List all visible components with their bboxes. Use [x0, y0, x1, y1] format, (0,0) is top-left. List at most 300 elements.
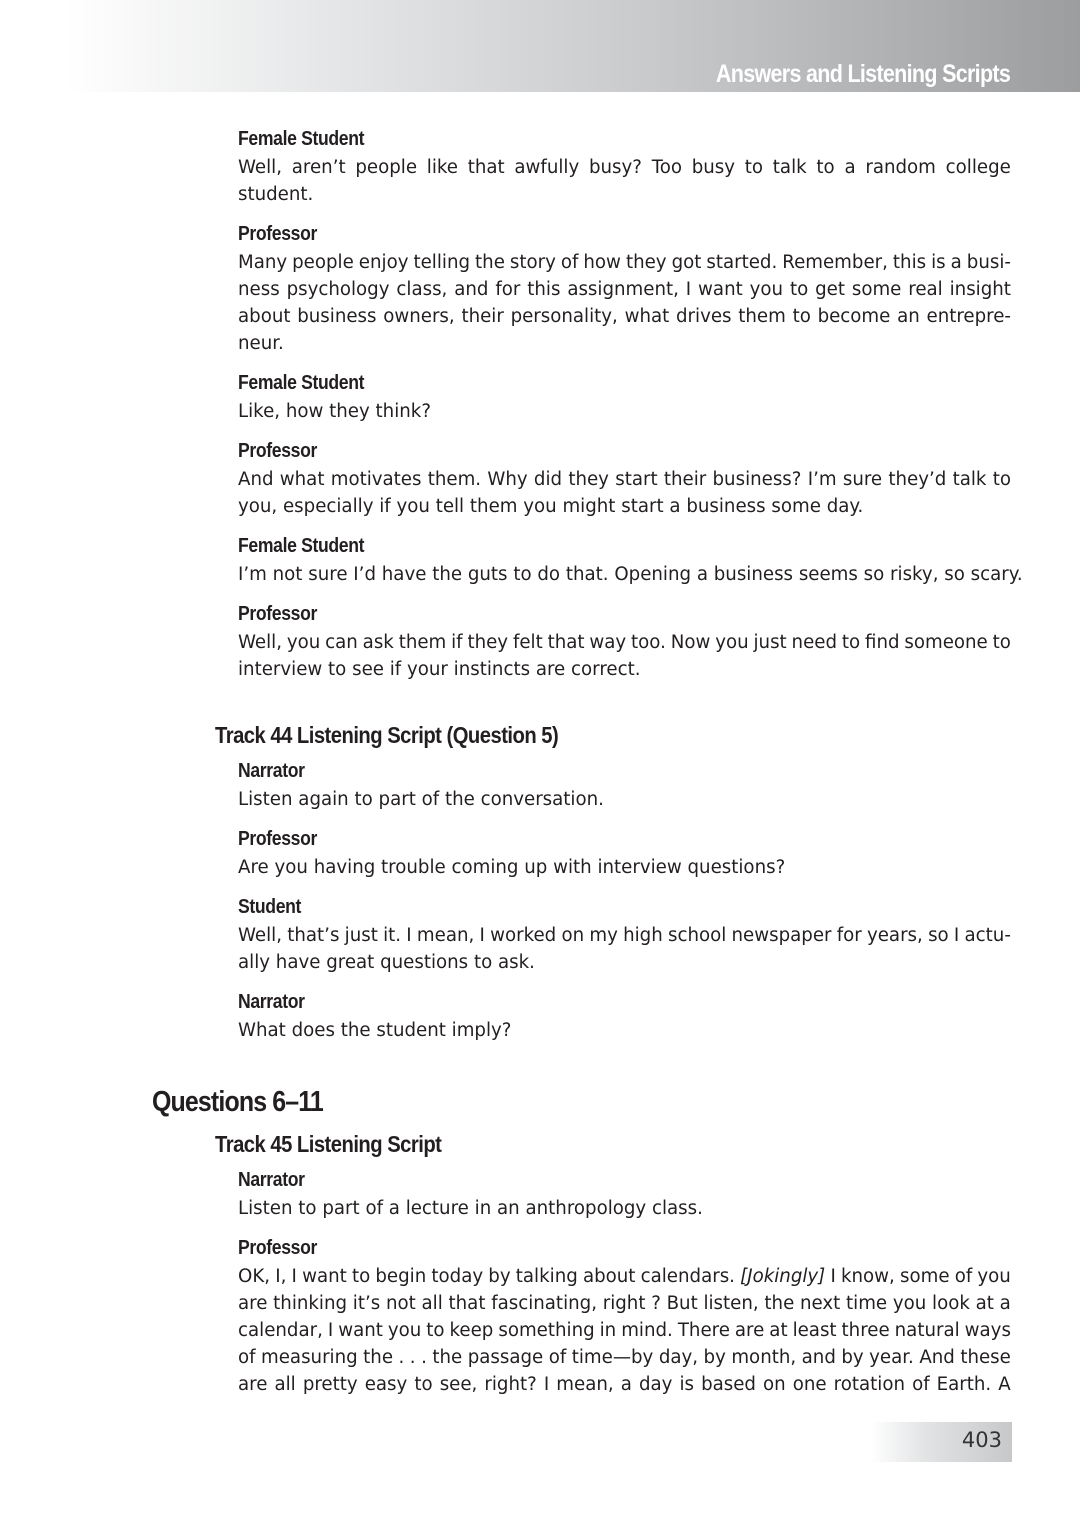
- word: by: [841, 1347, 864, 1368]
- word: a: [999, 1293, 1011, 1314]
- word: mean,: [556, 1374, 614, 1395]
- word: all: [421, 1293, 443, 1314]
- word: you: [749, 279, 784, 300]
- word: a: [696, 564, 714, 585]
- word: to: [298, 1198, 323, 1219]
- word: I: [406, 925, 412, 946]
- word: fascinating,: [491, 1293, 597, 1314]
- speaker-label: Professor: [238, 603, 318, 625]
- word: to: [473, 952, 498, 973]
- word: lecture: [405, 1198, 475, 1219]
- speech-block: [238, 600, 1011, 683]
- word: to: [513, 564, 538, 585]
- speaker-label: Professor: [238, 223, 318, 245]
- word: rotation: [833, 1374, 905, 1395]
- word: sure: [308, 564, 354, 585]
- word: the: [363, 1347, 394, 1368]
- word: to: [354, 789, 379, 810]
- word: to: [789, 279, 809, 300]
- word: day.: [826, 496, 864, 517]
- word: you: [892, 1293, 927, 1314]
- word: if: [389, 659, 407, 680]
- word: they: [329, 401, 376, 422]
- word: think?: [375, 401, 431, 422]
- word: drives: [676, 306, 732, 327]
- word: measuring: [261, 1347, 358, 1368]
- word: they: [625, 252, 667, 273]
- word: an: [897, 306, 920, 327]
- word: story: [509, 252, 556, 273]
- word: Why: [487, 469, 528, 490]
- word: risky,: [890, 564, 945, 585]
- word: for: [495, 279, 521, 300]
- word: OK,: [238, 1266, 271, 1287]
- word: not: [385, 1293, 416, 1314]
- word: ask.: [497, 952, 535, 973]
- word: so: [944, 564, 971, 585]
- word: see,: [439, 1374, 478, 1395]
- word: is: [931, 252, 946, 273]
- word: student: [376, 1020, 452, 1041]
- word: just: [753, 632, 787, 653]
- dialogue-blocks: [238, 757, 1011, 1056]
- word: to: [992, 632, 1011, 653]
- word: ask: [362, 632, 394, 653]
- word: business: [713, 564, 799, 585]
- word: the: [432, 1347, 463, 1368]
- text-line: [238, 181, 1011, 208]
- word: with: [553, 857, 598, 878]
- word: Like,: [238, 401, 286, 422]
- text-line: [238, 1344, 1011, 1371]
- text-line: [238, 1195, 1011, 1222]
- word: I’m: [807, 469, 837, 490]
- header-bar: [0, 0, 1080, 92]
- word: by: [703, 1347, 726, 1368]
- word: part: [378, 789, 422, 810]
- word: of: [560, 252, 579, 273]
- word: to: [816, 157, 835, 178]
- word: having: [313, 857, 382, 878]
- word: about: [582, 1266, 636, 1287]
- word: these: [960, 1347, 1011, 1368]
- speech-block: [238, 369, 1011, 425]
- word: some: [851, 279, 902, 300]
- word: enjoy: [358, 252, 409, 273]
- speech-block: [238, 437, 1011, 520]
- word: something: [498, 1320, 595, 1341]
- word: how: [583, 252, 621, 273]
- word: of: [954, 1266, 973, 1287]
- word: felt: [512, 632, 543, 653]
- text-line: [238, 629, 1011, 656]
- word: you: [715, 632, 749, 653]
- word: are: [535, 659, 572, 680]
- speaker-label: Female Student: [238, 535, 365, 557]
- questions-heading: Questions 6–11: [152, 1086, 323, 1118]
- word: mind.: [621, 1320, 673, 1341]
- word: worked: [490, 925, 557, 946]
- word: interview: [238, 659, 329, 680]
- word: I: [479, 925, 485, 946]
- word: them: [469, 496, 524, 517]
- word: some: [900, 1266, 950, 1287]
- word: and: [454, 279, 489, 300]
- word: But: [666, 1293, 698, 1314]
- speaker-label: Professor: [238, 828, 318, 850]
- word: at: [769, 1320, 788, 1341]
- word: to: [351, 1266, 371, 1287]
- word: up: [524, 857, 554, 878]
- word: to: [992, 469, 1011, 490]
- word: A: [998, 1374, 1011, 1395]
- word: tell: [435, 496, 470, 517]
- word: need: [791, 632, 837, 653]
- word: this: [527, 279, 561, 300]
- word: busy: [691, 157, 736, 178]
- word: busi-: [966, 252, 1011, 273]
- word: are: [238, 1374, 268, 1395]
- word: .: [398, 1347, 405, 1368]
- word: at: [975, 1293, 994, 1314]
- word: what: [624, 306, 670, 327]
- text-line: [238, 276, 1011, 303]
- word: based: [701, 1374, 756, 1395]
- text-line: [238, 493, 1011, 520]
- word: aren’t: [291, 157, 346, 178]
- word: time: [846, 1293, 888, 1314]
- word: I: [327, 1320, 334, 1341]
- text-line: [238, 786, 1011, 813]
- word: of: [365, 1198, 389, 1219]
- word: thinking: [273, 1293, 348, 1314]
- word: people: [355, 157, 418, 178]
- word: time—by: [571, 1347, 654, 1368]
- word: the: [475, 252, 505, 273]
- word: awfully: [514, 157, 580, 178]
- word: insight: [949, 279, 1011, 300]
- word: to: [744, 157, 764, 178]
- word: not: [272, 564, 309, 585]
- word: motivates: [330, 469, 422, 490]
- word: school: [667, 925, 727, 946]
- word: you: [396, 496, 436, 517]
- speaker-label: Narrator: [238, 991, 305, 1013]
- word: the: [432, 564, 468, 585]
- word: assignment,: [567, 279, 679, 300]
- word: did: [533, 469, 563, 490]
- speech-block: [238, 1166, 1011, 1222]
- word: And: [919, 1347, 955, 1368]
- word: of: [421, 789, 445, 810]
- word: want: [338, 1320, 383, 1341]
- word: if: [379, 496, 397, 517]
- word: day,: [658, 1347, 699, 1368]
- running-header-title: Answers and Listening Scripts: [715, 60, 1010, 88]
- word: become: [817, 306, 891, 327]
- word: how: [285, 401, 330, 422]
- word: you: [286, 632, 321, 653]
- text-line: [238, 656, 1011, 683]
- word: have: [381, 564, 433, 585]
- dialogue-blocks: [238, 1166, 1011, 1410]
- word: them: [738, 306, 786, 327]
- word: are: [238, 1293, 268, 1314]
- word: look: [932, 1293, 970, 1314]
- word: of: [912, 1374, 930, 1395]
- word: that’s: [287, 925, 340, 946]
- speaker-label: Narrator: [238, 1169, 305, 1191]
- word: seems: [798, 564, 864, 585]
- word: calendars.: [640, 1266, 735, 1287]
- word: pretty: [302, 1374, 358, 1395]
- word: all: [274, 1374, 296, 1395]
- word: month,: [731, 1347, 797, 1368]
- word: imply?: [451, 1020, 512, 1041]
- word: questions?: [687, 857, 786, 878]
- word: a: [620, 1374, 632, 1395]
- track-heading: Track 45 Listening Script: [215, 1131, 442, 1157]
- word: There: [677, 1320, 730, 1341]
- word: just: [344, 925, 378, 946]
- word: class.: [651, 1198, 703, 1219]
- word: day: [638, 1374, 673, 1395]
- word: I’d: [353, 564, 382, 585]
- word: of: [548, 1347, 567, 1368]
- word: you: [977, 1266, 1011, 1287]
- word: on: [561, 925, 585, 946]
- word: Listen: [238, 789, 299, 810]
- text-line: [238, 561, 1023, 588]
- page-number: 403: [961, 1428, 1002, 1452]
- word: the: [764, 1293, 795, 1314]
- word: business?: [712, 469, 802, 490]
- word: questions: [380, 952, 474, 973]
- word: right?: [484, 1374, 537, 1395]
- word: scary.: [970, 564, 1023, 585]
- word: Well,: [238, 157, 282, 178]
- speech-block: [238, 532, 1023, 588]
- word: business: [297, 306, 377, 327]
- word: talk: [952, 469, 987, 490]
- word: one: [792, 1374, 827, 1395]
- word: .: [421, 1347, 427, 1368]
- text-line: [238, 154, 1011, 181]
- word: college: [945, 157, 1011, 178]
- word: Too: [651, 157, 682, 178]
- word: a: [950, 252, 962, 273]
- word: way: [589, 632, 627, 653]
- word: What: [238, 1020, 292, 1041]
- word: actu-: [964, 925, 1011, 946]
- word: conversation.: [480, 789, 604, 810]
- word: random: [865, 157, 936, 178]
- word: instincts: [453, 659, 536, 680]
- track-heading: Track 44 Listening Script (Question 5): [215, 722, 559, 748]
- word: this: [892, 252, 927, 273]
- word: I: [685, 279, 692, 300]
- word: them.: [427, 469, 482, 490]
- speaker-label: Professor: [238, 440, 318, 462]
- word: can: [325, 632, 358, 653]
- speaker-label: Narrator: [238, 760, 305, 782]
- word: class,: [396, 279, 448, 300]
- word: do: [537, 564, 566, 585]
- word: some: [771, 496, 827, 517]
- word: I’m: [238, 564, 273, 585]
- word: started.: [706, 252, 778, 273]
- word: a: [844, 157, 856, 178]
- word: want: [698, 279, 743, 300]
- word: interview: [597, 857, 688, 878]
- word: is: [679, 1374, 694, 1395]
- word: you: [274, 857, 314, 878]
- word: again: [298, 789, 355, 810]
- speech-block: [238, 893, 1011, 976]
- word: neur.: [238, 333, 284, 354]
- word: newspaper: [731, 925, 832, 946]
- word: in: [599, 1320, 617, 1341]
- speech-block: [238, 220, 1011, 357]
- speech-block: [238, 125, 1011, 208]
- word: to: [414, 1374, 433, 1395]
- word: they: [467, 632, 509, 653]
- word: that: [547, 632, 585, 653]
- word: know,: [841, 1266, 895, 1287]
- word: psychology: [286, 279, 390, 300]
- page-number-box: [870, 1422, 1012, 1462]
- word: the: [444, 789, 481, 810]
- word: Many: [238, 252, 288, 273]
- word: of: [238, 1347, 256, 1368]
- word: in: [474, 1198, 498, 1219]
- word: ally: [238, 952, 276, 973]
- word: are: [734, 1320, 765, 1341]
- word: you: [387, 1320, 422, 1341]
- word: someone: [904, 632, 988, 653]
- word: busy?: [588, 157, 642, 178]
- word: to: [792, 306, 811, 327]
- word: ?: [651, 1293, 661, 1314]
- word: you: [523, 496, 563, 517]
- word: Listen: [238, 1198, 299, 1219]
- word: like: [426, 157, 458, 178]
- word: business: [686, 496, 772, 517]
- word: trouble: [381, 857, 452, 878]
- text-line: [238, 1371, 1011, 1398]
- word: great: [326, 952, 381, 973]
- word: coming: [451, 857, 525, 878]
- word: a: [388, 1198, 406, 1219]
- word: to: [426, 1320, 445, 1341]
- word: ness: [238, 279, 280, 300]
- word: that.: [565, 564, 615, 585]
- word: Well,: [238, 925, 282, 946]
- word: I: [953, 925, 960, 946]
- word: three: [841, 1320, 890, 1341]
- speech-block: [238, 825, 1011, 881]
- word: a: [669, 496, 687, 517]
- word: that: [448, 1293, 486, 1314]
- word: Well,: [238, 632, 282, 653]
- text-line: [238, 249, 1011, 276]
- word: year.: [869, 1347, 914, 1368]
- word: begin: [375, 1266, 427, 1287]
- word: your: [406, 659, 454, 680]
- word: them: [398, 632, 447, 653]
- text-line: [238, 1017, 1011, 1044]
- word: .: [409, 1347, 416, 1368]
- word: start: [615, 469, 658, 490]
- word: years,: [866, 925, 923, 946]
- word: so: [863, 564, 891, 585]
- word: least: [792, 1320, 837, 1341]
- word: [Jokingly]: [740, 1266, 826, 1287]
- word: got: [671, 252, 702, 273]
- word: easy: [364, 1374, 408, 1395]
- speaker-label: Female Student: [238, 128, 365, 150]
- word: their: [663, 469, 707, 490]
- word: today: [431, 1266, 484, 1287]
- word: find: [864, 632, 900, 653]
- text-line: [238, 398, 1011, 425]
- speech-block: [238, 757, 1011, 813]
- text-line: [238, 922, 1011, 949]
- word: does: [291, 1020, 341, 1041]
- word: I: [543, 1374, 550, 1395]
- word: start: [621, 496, 670, 517]
- text-line: [238, 1317, 1011, 1344]
- word: I: [291, 1266, 297, 1287]
- word: by: [488, 1266, 511, 1287]
- word: personality,: [510, 306, 618, 327]
- word: student.: [238, 184, 314, 205]
- text-line: [238, 1263, 1011, 1290]
- word: I,: [275, 1266, 287, 1287]
- word: part: [322, 1198, 366, 1219]
- word: telling: [413, 252, 471, 273]
- speech-block: [238, 988, 1011, 1044]
- word: to: [841, 632, 861, 653]
- text-line: [238, 330, 1011, 357]
- word: natural: [894, 1320, 960, 1341]
- word: they: [568, 469, 609, 490]
- word: that: [467, 157, 505, 178]
- word: I: [830, 1266, 836, 1287]
- word: And: [238, 469, 274, 490]
- word: talking: [515, 1266, 578, 1287]
- text-line: [238, 303, 1011, 330]
- dialogue-blocks: [238, 125, 1023, 695]
- word: to: [328, 659, 353, 680]
- word: and: [801, 1347, 836, 1368]
- word: for: [836, 925, 862, 946]
- word: passage: [467, 1347, 544, 1368]
- word: Earth.: [936, 1374, 992, 1395]
- word: anthropology: [525, 1198, 652, 1219]
- word: they’d: [888, 469, 947, 490]
- word: an: [497, 1198, 526, 1219]
- word: right: [602, 1293, 646, 1314]
- word: get: [815, 279, 845, 300]
- word: Opening: [614, 564, 697, 585]
- text-line: [238, 854, 1011, 881]
- word: Remember,: [782, 252, 888, 273]
- word: might: [562, 496, 622, 517]
- word: on: [763, 1374, 786, 1395]
- word: keep: [449, 1320, 494, 1341]
- word: Are: [238, 857, 275, 878]
